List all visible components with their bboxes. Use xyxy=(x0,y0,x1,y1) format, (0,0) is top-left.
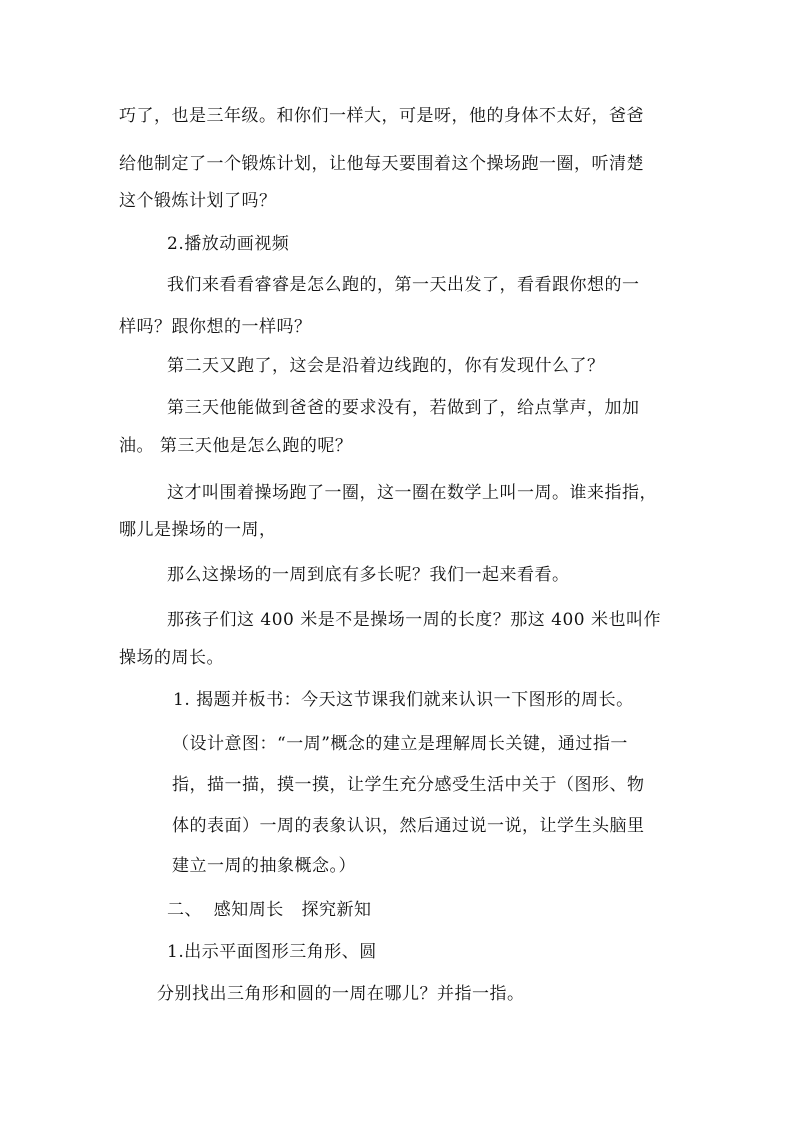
subsection-heading-plane-figures: 1.出示平面图形三角形、圆 xyxy=(167,942,377,962)
section-heading-play-video: 2.播放动画视频 xyxy=(167,234,290,254)
paragraph-line-3: 这个锻炼计划了吗？ xyxy=(119,191,277,211)
paragraph-line-2: 给他制定了一个锻炼计划，让他每天要围着这个操场跑一圈，听清楚 xyxy=(119,154,644,174)
paragraph-line-8: 第三天他能做到爸爸的要求没有，若做到了，给点掌声，加加 xyxy=(167,398,640,418)
paragraph-line-6: 样吗？跟你想的一样吗？ xyxy=(119,317,312,337)
section-heading-perceive-perimeter: 二、 感知周长 探究新知 xyxy=(167,900,372,920)
paragraph-line-14: 操场的周长。 xyxy=(119,648,224,668)
paragraph-line-22: 分别找出三角形和圆的一周在哪儿？并指一指。 xyxy=(157,984,525,1004)
paragraph-line-5: 我们来看看睿睿是怎么跑的，第一天出发了，看看跟你想的一 xyxy=(167,275,640,295)
paragraph-line-1: 巧了，也是三年级。和你们一样大，可是呀，他的身体不太好，爸爸 xyxy=(119,106,644,126)
design-intent-line-4: 建立一周的抽象概念。） xyxy=(172,856,356,876)
paragraph-line-10: 这才叫围着操场跑了一圈，这一圈在数学上叫一周。谁来指指， xyxy=(167,483,657,503)
design-intent-line-1: （设计意图：“一周”概念的建立是理解周长关键，通过指一 xyxy=(172,734,628,754)
paragraph-line-13: 那孩子们这 400 米是不是操场一周的长度？那这 400 米也叫作 xyxy=(167,610,662,630)
paragraph-line-9: 油。 第三天他是怎么跑的呢？ xyxy=(119,436,353,456)
paragraph-line-12: 那么这操场的一周到底有多长呢？我们一起来看看。 xyxy=(167,565,570,585)
design-intent-line-2: 指，描一描，摸一摸，让学生充分感受生活中关于（图形、物 xyxy=(172,775,645,795)
paragraph-line-15: 1. 揭题并板书：今天这节课我们就来认识一下图形的周长。 xyxy=(173,690,634,710)
design-intent-line-3: 体的表面）一周的表象认识，然后通过说一说，让学生头脑里 xyxy=(172,816,645,836)
paragraph-line-7: 第二天又跑了，这会是沿着边线跑的，你有发现什么了？ xyxy=(167,356,605,376)
paragraph-line-11: 哪儿是操场的一周， xyxy=(119,520,277,540)
